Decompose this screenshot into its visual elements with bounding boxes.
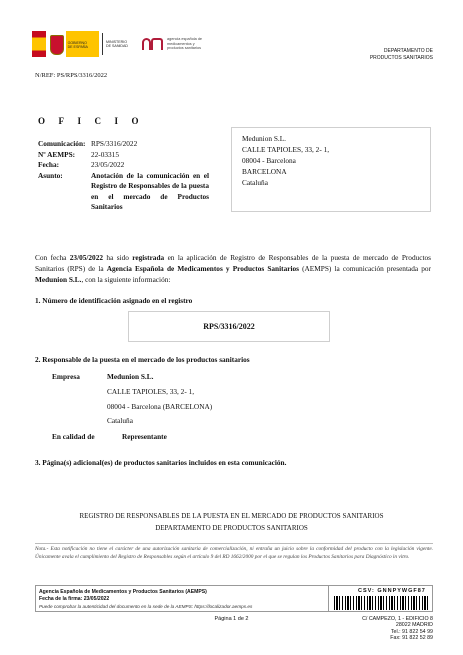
- section-1-heading: 1. Número de identificación asignado en el registro: [35, 296, 193, 305]
- section-2-heading: 2. Responsable de la puesta en el mercado de los productos sanitarios: [35, 355, 250, 364]
- metadata-table: [38, 139, 209, 213]
- meta-row: Asunto: Anotación de la comunicación en el Registro de Responsables de la puesta en el mercado de Productos Sanitarios: [38, 170, 209, 211]
- barcode-icon: [334, 596, 430, 610]
- aemps-line2: medicamentos y: [167, 41, 195, 46]
- company-line: 08004 - Barcelona (BARCELONA): [107, 402, 213, 411]
- meta-row: Fecha: 23/05/2022: [38, 160, 125, 169]
- legal-note: Nota.- Esta notificación no tiene el carácter de una autorización sanitaria de comercialización, ni entraña un juicio sobre la conformidad del producto con la legislación vigente. Únicamente avala el cumplimiento del Registro de Responsables según el artículo 9 del RD 1662/2000 por el que se regulan los Productos Sanitarios para Diagnóstico in vitro.: [35, 543, 433, 561]
- coat-of-arms-icon: [48, 31, 64, 57]
- company-line: Cataluña: [107, 416, 133, 425]
- document-title: OFICIO: [38, 116, 153, 126]
- aemps-logo: [142, 35, 202, 53]
- signature-agency: Agencia Española de Medicamentos y Productos Sanitarios (AEMPS): [39, 589, 207, 595]
- electronic-signature-box: [35, 585, 433, 612]
- recipient-line: BARCELONA: [242, 167, 287, 176]
- meta-row: Nº AEMPS: 22-03315: [38, 149, 119, 159]
- recipient-line: Medunion S.L.: [242, 134, 286, 143]
- page-indicator: Página 1 de 2: [214, 616, 249, 622]
- footer-address: C/ CAMPEZO, 1 - EDIFICIO 8 28022 MADRID Tel.: 91 822 54 99 Fax: 91 822 52 89: [362, 616, 433, 641]
- reference-number: N/REF: PS/RPS/3316/2022: [35, 72, 108, 79]
- recipient-line: CALLE TAPIOLES, 33, 2- 1,: [242, 145, 330, 154]
- ministry-line2: DE SANIDAD: [106, 44, 129, 49]
- recipient-line: 08004 - Barcelona: [242, 156, 296, 165]
- capacity-value: Representante: [122, 432, 167, 441]
- ministry-line1: MINISTERIO: [106, 40, 128, 44]
- recipient-address-box: [231, 127, 431, 212]
- company-label: Empresa: [52, 372, 80, 381]
- company-line: CALLE TAPIOLES, 33, 2- 1,: [107, 387, 195, 396]
- verify-link-text: Puede comprobar la autenticidad del documento en la sede de la AEMPS: https://localizador.aemps.es: [39, 604, 253, 609]
- registry-footer: REGISTRO DE RESPONSABLES DE LA PUESTA EN EL MERCADO DE PRODUCTOS SANITARIOS DEPARTAMENTO DE PRODUCTOS SANITARIOS: [79, 512, 384, 532]
- signature-date: Fecha de la firma: 23/05/2022: [39, 596, 110, 602]
- section-3-heading: 3. Página(s) adicional(es) de productos sanitarios incluidos en esta comunicación.: [35, 458, 287, 467]
- registration-number: RPS/3316/2022: [203, 322, 255, 331]
- company-line: Medunion S.L.: [107, 372, 154, 381]
- government-of-spain-logo: [32, 31, 128, 57]
- gov-logo-line2: DE ESPAÑA: [67, 45, 88, 49]
- intro-paragraph: Con fecha 23/05/2022 ha sido registrada en la aplicación de Registro de Responsables de la puesta de mercado de Productos Sanitarios (RPS) de la Agencia Española de Medicamentos y Productos Sanitarios (AEMPS) la comunicación presentada por Medunion S.L., con la siguiente información:: [35, 253, 432, 284]
- gov-logo-line1: GOBIERNO: [67, 41, 87, 45]
- aemps-line1: agencia española de: [167, 37, 203, 42]
- registration-number-box: [128, 311, 330, 342]
- csv-code: CSV: GNNPYWGF87: [358, 588, 426, 594]
- spain-flag-icon: [32, 31, 46, 57]
- recipient-line: Cataluña: [242, 178, 268, 187]
- department-header: DEPARTAMENTO DE PRODUCTOS SANITARIOS: [369, 48, 433, 61]
- aemps-line3: productos sanitarios: [167, 46, 201, 51]
- capacity-label: En calidad de: [52, 432, 95, 441]
- meta-row: Comunicación: RPS/3316/2022: [38, 139, 138, 148]
- aemps-mark-icon: [142, 35, 164, 53]
